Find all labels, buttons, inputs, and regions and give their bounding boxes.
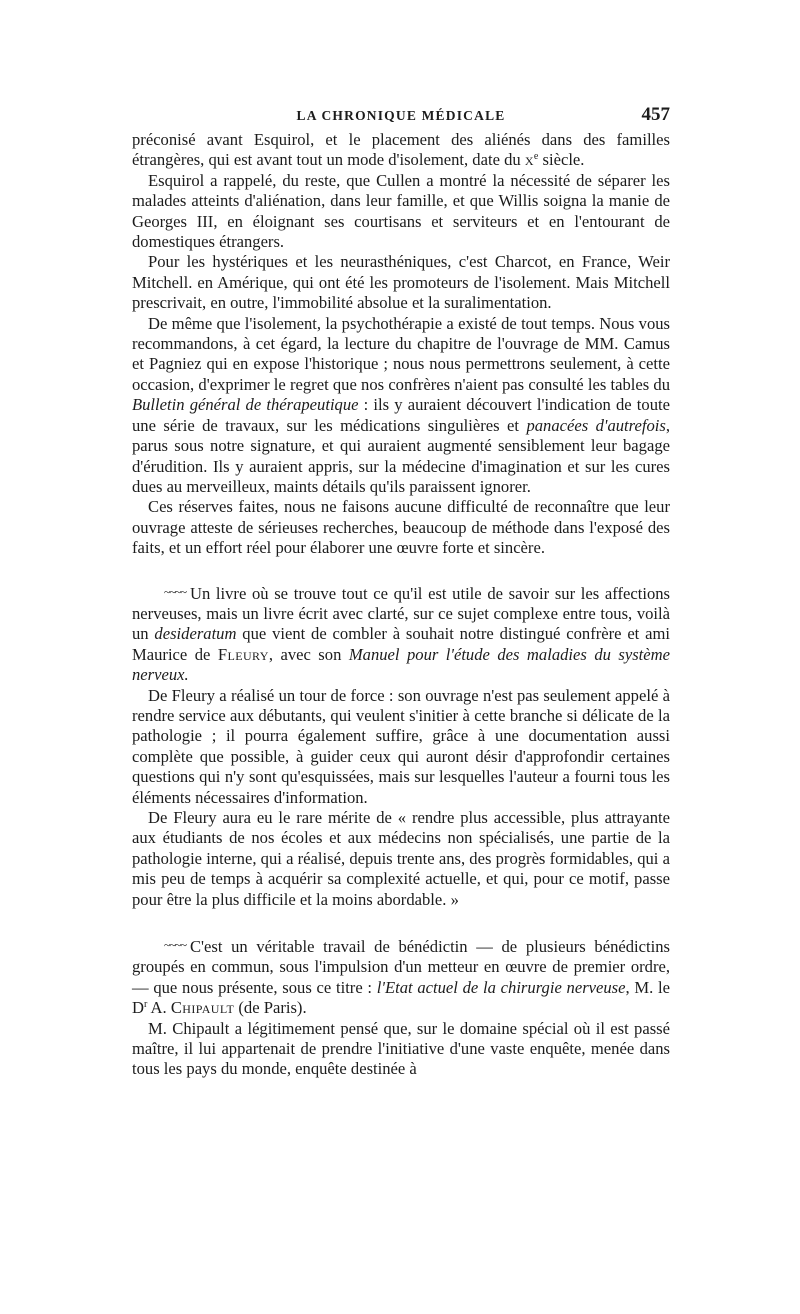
paragraph-8: De Fleury aura eu le rare mérite de « rendre plus accessible, plus attrayante aux étudiants de nos écoles et aux médecins non spécialisés, une partie de la pathologie interne, qui a réalisé, depuis trente ans, des progrès formidables, qui a mis peu de temps à acquérir sa complexité actuelle, et qui, pour ce motif, passe pour être la plus difficile et la moins abordable. » bbox=[132, 808, 670, 909]
author-chipault: Chipault bbox=[170, 998, 235, 1018]
paragraph-5: Ces réserves faites, nous ne faisons aucune difficulté de reconnaître que leur ouvrage atteste de sérieuses recherches, beaucoup de méthode dans l'exposé des faits, et un effort réel pour élaborer une œuvre forte et sincère. bbox=[132, 497, 670, 558]
paragraph-4 bbox=[132, 314, 670, 498]
paragraph-2: Esquirol a rappelé, du reste, que Cullen a montré la nécessité de séparer les malades atteints d'aliénation, dans leur famille, et que Willis soigna la manie de Georges III, en éloignant ses courtisans et serviteurs et en l'entourant de domestiques étrangers. bbox=[132, 170, 670, 252]
paragraph-9-text-a: C'est un véritable travail de bénédictin — de plusieurs bénédictins groupés en commun, sous l'impulsion d'un metteur en œuvre de premier ordre, — que nous présente, sous ce titre : bbox=[132, 937, 670, 997]
superscript-e: e bbox=[533, 151, 539, 163]
paragraph-6-text-a: Un livre où se trouve tout ce qu'il est utile de savoir sur les affections nerveuses, mais un livre écrit avec clarté, sur ce sujet complexe entre tous, voilà un bbox=[132, 583, 670, 644]
page-number: 457 bbox=[641, 104, 670, 125]
superscript-r: r bbox=[143, 999, 148, 1011]
century-numeral: x bbox=[524, 150, 534, 170]
paragraph-10: M. Chipault a légitimement pensé que, sur le domaine spécial où il est passé maître, il lui appartenait de prendre l'initiative d'une vaste enquête, menée dans tous les pays du monde, enquête destinée à bbox=[132, 1018, 670, 1079]
paragraph-1-end: siècle. bbox=[538, 150, 585, 170]
paragraph-4-text-b: : ils y auraient découvert l'indication de toute une série de travaux, sur les médications singulières et bbox=[132, 395, 670, 435]
paragraph-4-text-a: De même que l'isolement, la psychothérapie a existé de tout temps. Nous vous recommandons, à cet égard, la lecture du chapitre de l'ouvrage de MM. Camus et Pagniez qui en expose l'historique ; nous nous permettrons seulement, à cette occasion, d'exprimer le regret que nos confrères n'aient pas consulté les tables du bbox=[132, 313, 670, 394]
etat-actuel-title: l'Etat actuel de la chirurgie nerveuse bbox=[376, 977, 626, 997]
text-column bbox=[132, 130, 670, 1080]
manual-title: Manuel pour l'étude des maladies du système nerveux. bbox=[132, 644, 670, 685]
paragraph-4-text-c: , parus sous notre signature, et qui auraient augmenté sensiblement leur bagage d'érudition. Ils y auraient appris, sur la médecine d'imagination et sur les cures dues au merveilleux, maints détails qu'ils paraissent ignorer. bbox=[132, 415, 671, 496]
page-header bbox=[132, 104, 670, 128]
paragraph-1 bbox=[132, 130, 670, 171]
bulletin-title: Bulletin général de thérapeutique bbox=[132, 395, 359, 415]
paragraph-7: De Fleury a réalisé un tour de force : son ouvrage n'est pas seulement appelé à rendre service aux débutants, qui veulent s'initier à cette branche si délicate de la pathologie ; il pourra également suffire, grâce à une documentation aussi complète que possible, à guider ceux qui auront désir d'approfondir certaines questions qui n'y sont qu'esquissées, mais sur lesquelles l'auteur a fourni tous les éléments nécessaires d'information. bbox=[132, 685, 670, 807]
author-fleury: Fleury bbox=[217, 644, 269, 664]
panacees-title: panacées d'autrefois bbox=[526, 415, 666, 435]
section-marker-icon: ~~~~ bbox=[164, 584, 186, 599]
desideratum-word: desideratum bbox=[154, 624, 237, 644]
section-spacer bbox=[132, 910, 670, 935]
running-title: LA CHRONIQUE MÉDICALE bbox=[296, 108, 506, 123]
section-marker-icon: ~~~~ bbox=[164, 938, 186, 953]
paragraph-1-text: préconisé avant Esquirol, et le placement des aliénés dans des familles étrangères, qui est avant tout un mode d'isolement, date du bbox=[132, 130, 670, 170]
paragraph-9-text-c: A. bbox=[147, 998, 171, 1018]
paragraph-3: Pour les hystériques et les neurasthéniques, c'est Charcot, en France, Weir Mitchell. en Amérique, qui ont été les promoteurs de l'isolement. Mais Mitchell prescrivait, en outre, l'immobilité absolue et la suralimentation. bbox=[132, 252, 670, 313]
paragraph-9-text-b: , M. le D bbox=[132, 977, 671, 1018]
paragraph-6-text-c: , avec son bbox=[268, 644, 349, 664]
paragraph-6 bbox=[132, 582, 670, 686]
paragraph-6-text-b: que vient de combler à souhait notre distingué confrère et ami Maurice de bbox=[132, 624, 670, 664]
paragraph-9 bbox=[132, 935, 670, 1019]
paragraph-9-text-d: (de Paris). bbox=[234, 998, 307, 1018]
section-spacer bbox=[132, 559, 670, 582]
